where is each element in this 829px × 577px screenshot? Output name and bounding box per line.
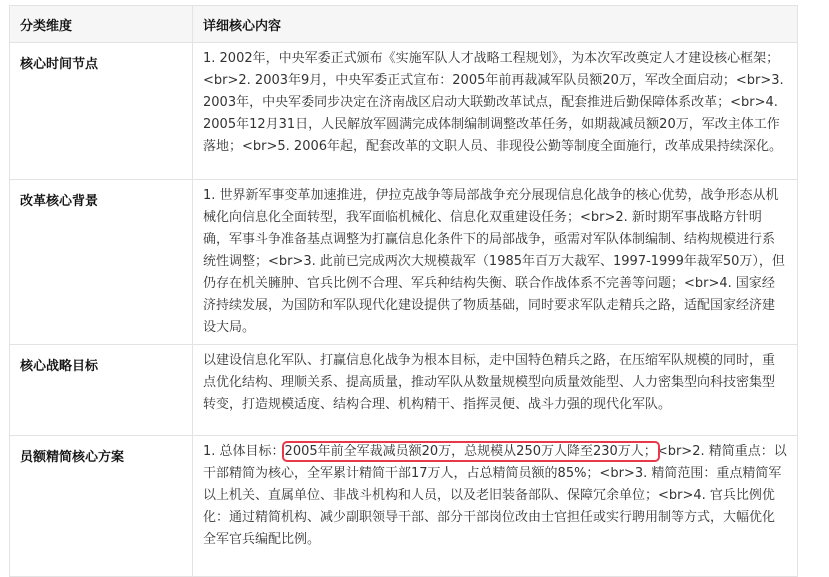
row-dimension: 核心时间节点 — [10, 43, 193, 180]
row-content: 1. 2002年，中央军委正式颁布《实施军队人才战略工程规划》，为本次军改奠定人才建设核心框架；<br>2. 2003年9月，中央军委正式宣布：2005年前再裁减军队员额20万，军改全面启动；<br>3. 2003年，中央军委同步决定在济南战区启动大联勤改革试点，配套推进后勤保障体系改革；<br>4. 2005年12月31日，人民解放军圆满完成体制编制调整改革任务，如期裁减员额20万，军改主体工作落地；<br>5. 2006年起，配套改革的文职人员、非现役公勤等制度全面施行，改革成果持续深化。 — [193, 43, 798, 180]
table-row — [10, 345, 798, 436]
table-row — [10, 436, 798, 577]
row-dimension: 改革核心背景 — [10, 180, 193, 345]
table-header-row — [10, 6, 798, 43]
row-dimension: 核心战略目标 — [10, 345, 193, 436]
row-content — [193, 436, 798, 577]
content-suffix: <br>2. 精简重点：以干部精简为核心，全军累计精简干部17万人，占总精简员额的85%；<br>3. 精简范围：重点精简军以上机关、直属单位、非战斗机构和人员，以及老旧装备部队、保障冗余单位；<br>4. 官兵比例优化：通过精简机构、减少副职领导干部、部分干部岗位改由士官担任或实行聘用制等方式，大幅优化全军官兵编配比例。 — [203, 444, 787, 547]
content-prefix: 1. 总体目标： — [203, 444, 285, 459]
row-content: 以建设信息化军队、打赢信息化战争为根本目标，走中国特色精兵之路，在压缩军队规模的同时，重点优化结构、理顺关系、提高质量，推动军队从数量规模型向质量效能型、人力密集型向科技密集型转变，打造规模适度、结构合理、机构精干、指挥灵便、战斗力强的现代化军队。 — [193, 345, 798, 436]
header-dimension: 分类维度 — [10, 6, 193, 43]
core-content-table — [9, 5, 798, 577]
header-content: 详细核心内容 — [193, 6, 798, 43]
table-row — [10, 180, 798, 345]
table-row — [10, 43, 798, 180]
highlighted-text: 2005年前全军裁减员额20万，总规模从250万人降至230万人； — [284, 444, 657, 459]
row-dimension: 员额精简核心方案 — [10, 436, 193, 577]
row-content: 1. 世界新军事变革加速推进，伊拉克战争等局部战争充分展现信息化战争的核心优势，战争形态从机械化向信息化全面转型，我军面临机械化、信息化双重建设任务；<br>2. 新时期军事战略方针明确，军事斗争准备基点调整为打赢信息化条件下的局部战争，亟需对军队体制编制、结构规模进行系统性调整；<br>3. 此前已完成两次大规模裁军（1985年百万大裁军、1997-1999年裁军50万），但仍存在机关臃肿、官兵比例不合理、军兵种结构失衡、联合作战体系不完善等问题；<br>4. 国家经济持续发展，为国防和军队现代化建设提供了物质基础，同时要求军队走精兵之路，适配国家经济建设大局。 — [193, 180, 798, 345]
